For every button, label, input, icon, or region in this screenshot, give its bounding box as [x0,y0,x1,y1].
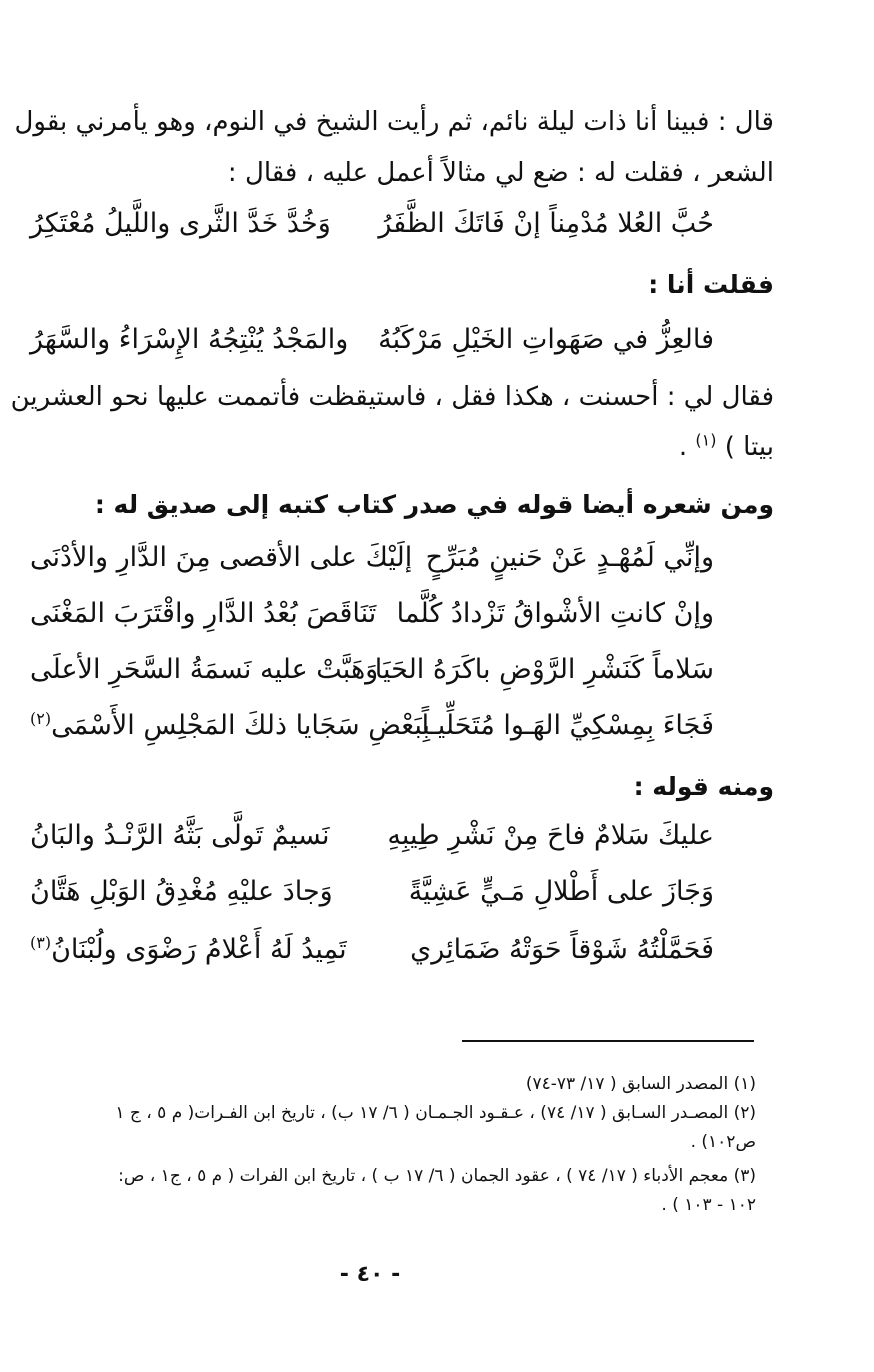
paragraph-line: الشعر ، فقلت له : ضع لي مثالاً أعمل عليه ، فقال : [227,158,774,188]
footnote: (٣) معجم الأدباء ( ١٧/ ٧٤ ) ، عقود الجمان ( ٦/ ١٧ ب ) ، تاريخ ابن الفرات ( م ٥ ، ج١ ، ص: [118,1166,756,1186]
paragraph-line [679,430,774,464]
verse-first-hemistich: عليكَ سَلامٌ فاحَ مِنْ نَشْرِ طِيبِهِ [387,820,714,851]
verse-first-hemistich: فَجَاءَ بِمِسْكِيِّ الهَـوا مُتَحَلِّيـاً [421,710,714,741]
paragraph-line: قال : فبينا أنا ذات ليلة نائم، ثم رأيت الشيخ في النوم، وهو يأمرني بقول [14,107,774,137]
verse-first-hemistich: سَلاماً كَنَشْرِ الرَّوْضِ باكَرَهُ الحَيَا [374,654,714,685]
verse-second-hemistich: وَجادَ عليْهِ مُغْدِقُ الوَبْلِ هَتَّانُ [30,876,333,907]
verse-second-hemistich: تَنَاقَصَ بُعْدُ الدَّارِ واقْتَرَبَ المَغْنَى [30,598,377,629]
verse-second-hemistich [30,932,347,968]
verse-first-hemistich: فَحَمَّلْتُهُ شَوْقاً حَوَتْهُ ضَمَائِري [410,934,714,965]
verse-text: بِبَعْضِ سَجَايا ذلكَ المَجْلِسِ الأَسْمَى [51,710,430,741]
paragraph-text: بيتا ) [716,432,774,462]
page-number: - ٤٠ - [339,1262,401,1287]
verse-first-hemistich: حُبَّ العُلا مُدْمِناً إنْ فَاتَكَ الظَّفَرُ [378,208,714,239]
verse-first-hemistich: وإنِّي لَمُهْـدٍ عَنْ حَنينٍ مُبَرِّحٍ [425,542,714,573]
footnote-continuation: ١٠٢ - ١٠٣ ) . [661,1195,756,1215]
verse-second-hemistich: وَهَبَّتْ عليه نَسمَةُ السَّحَرِ الأعلَى [30,654,379,685]
footnote-reference: (٣) [30,933,52,952]
verse-second-hemistich: وَخُدَّ خَدَّ الثَّرى واللَّيلُ مُعْتَكِرُ [30,208,331,239]
verse-second-hemistich: والمَجْدُ يُنْتِجُهُ الإِسْرَاءُ والسَّهَرُ [30,324,349,355]
section-heading: فقلت أنا : [648,270,774,299]
verse-first-hemistich: وَجَازَ على أَطْلالِ مَـيٍّ عَشِيَّةً [408,876,714,907]
footnote-reference: (٢) [30,709,52,728]
footnote: (١) المصدر السابق ( ١٧/ ٧٣-٧٤) [525,1074,756,1094]
verse-second-hemistich [30,708,430,744]
section-heading: ومن شعره أيضا قوله في صدر كتاب كتبه إلى صديق له : [94,490,774,519]
verse-first-hemistich: وإنْ كانتِ الأشْواقُ تَزْدادُ كُلَّما [396,598,714,629]
paragraph-text: . [678,432,696,462]
footnote-reference: (١) [695,430,717,450]
verse-second-hemistich: نَسيمٌ تَولَّى بَثَّهُ الرَّنْـدُ والبَانُ [30,820,330,851]
paragraph-line: فقال لي : أحسنت ، هكذا فقل ، فاستيقظت فأتممت عليها نحو العشرين [10,382,774,412]
verse-text: تَمِيدُ لَهُ أَعْلامُ رَضْوَى ولُبْنَانُ [51,934,347,965]
verse-first-hemistich: فالعِزُّ في صَهَواتِ الخَيْلِ مَرْكَبُهُ [378,324,714,355]
footnote-continuation: ص١٠٢) . [690,1132,756,1152]
footnote-divider [462,1040,754,1042]
section-heading: ومنه قوله : [633,772,774,801]
footnote: (٢) المصـدر السـابق ( ١٧/ ٧٤) ، عـقـود الجـمـان ( ٦/ ١٧ ب) ، تاريخ ابن الفـرات( م ٥ ، ج ١ [115,1103,756,1123]
verse-second-hemistich: إلَيْكَ على الأقصى مِنَ الدَّارِ والأدْنَى [30,542,413,573]
